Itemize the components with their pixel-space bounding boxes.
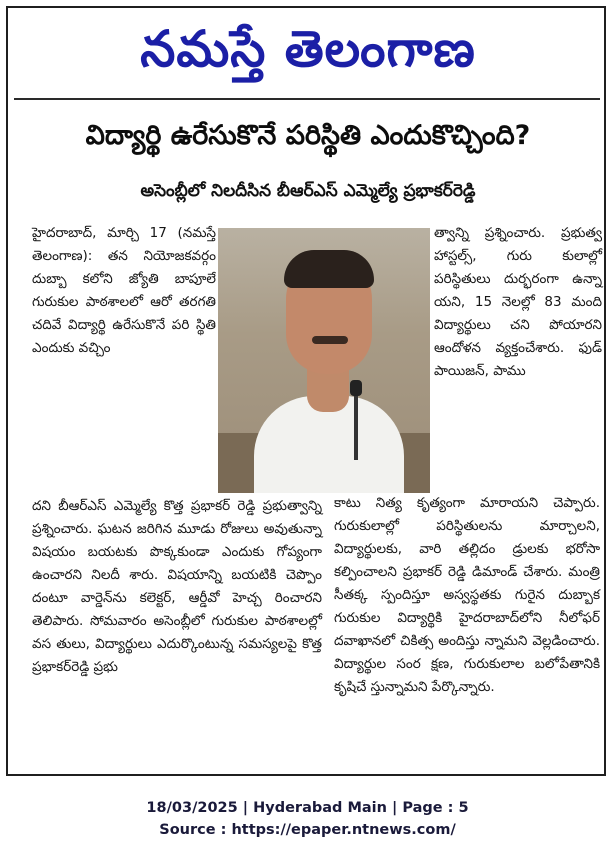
article-clipping bbox=[6, 6, 606, 776]
article-column-left-bottom bbox=[32, 495, 322, 679]
article-headline: విద్యార్థి ఉరేసుకొనే పరిస్థితి ఎందుకొచ్చింది? bbox=[85, 120, 531, 151]
article-text-right-top: త్వాన్ని ప్రశ్నించారు. ప్రభుత్వ హాస్టల్స్, గురు కులాల్లో పరిస్థితులు దుర్భరంగా ఉన్నా యని, 15 నెలల్లో 83 మంది విద్యార్థులు చని పోయారని ఆందోళన వ్యక్తంచేశారు. ఫుడ్ పాయిజన్, పాము bbox=[434, 225, 602, 379]
mla-photo bbox=[218, 228, 430, 493]
article-column-left bbox=[32, 222, 216, 360]
source-link[interactable]: Source : https://epaper.ntnews.com/ bbox=[159, 822, 456, 838]
article-text-left: హైదరాబాద్, మార్చి 17 (నమస్తే తెలంగాణ): తన నియోజకవర్గం దుబ్బా కలోని జ్యోతి బాపూలే గురుకుల పాఠశాలలో ఆరో తరగతి చదివే విద్యార్థి ఉరేసుకొనే పరి స్థితి ఎందుకు వచ్చిం bbox=[32, 225, 216, 356]
microphone-head-icon bbox=[350, 380, 362, 396]
article-column-right-top bbox=[434, 222, 602, 383]
article-column-right-bottom bbox=[334, 492, 600, 699]
article-text-left-bottom: దని బీఆర్ఎస్ ఎమ్మెల్యే కొత్త ప్రభాకర్ రెడ్డి ప్రభుత్వాన్ని ప్రశ్నించారు. ఘటన జరిగిన మూడు రోజులు అవుతున్నా విషయం బయటకు పొక్కకుండా ఎందుకు గోప్యంగా ఉంచారని నిలదీ శారు. విషయాన్ని బయటికి చెప్పొం దంటూ వార్డెన్‌ను కలెక్టర్, ఆర్డీవో హెచ్చ రించారని తెలిపారు. సోమవారం అసెంబ్లీలో గురుకుల పాఠశాలల్లో వస తులు, విద్యార్థులు ఎదుర్కొంటున్న సమస్యలపై కొత్త ప్రభాకర్‌రెడ్డి ప్రభు bbox=[32, 498, 322, 675]
photo-hair bbox=[284, 250, 374, 288]
article-text-right-bottom: కాటు నిత్య కృత్యంగా మారాయని చెప్పారు. గురుకులాల్లో పరిస్థితులను మార్చాలని, విద్యార్థులకు, వారి తల్లిదం డ్రులకు భరోసా కల్పించాలని ప్రభాకర్ రెడ్డి డిమాండ్ చేశారు. మంత్రి సీతక్క స్పందిస్తూ అస్వస్థతకు గురైన దుబ్బాక గురుకుల విద్యార్థికి హైదరాబాద్‌లోని నీలోఫర్ దవాఖానలో చికిత్స అందిస్తు న్నామని వెల్లడించారు. విద్యార్థుల సంర క్షణ, గురుకులాల బలోపేతానికి కృషిచే స్తున్నామని పేర్కొన్నారు. bbox=[334, 495, 600, 695]
masthead-divider bbox=[14, 98, 600, 100]
edition-info: 18/03/2025 | Hyderabad Main | Page : 5 bbox=[146, 800, 469, 816]
microphone-icon bbox=[354, 390, 358, 460]
article-subheadline: అసెంబ్లీలో నిలదీసిన బీఆర్ఎస్ ఎమ్మెల్యే ప్రభాకర్‌రెడ్డి bbox=[140, 181, 476, 201]
photo-moustache bbox=[312, 336, 348, 344]
newspaper-masthead: నమస్తే తెలంగాణ bbox=[140, 19, 476, 78]
photo-neck bbox=[307, 368, 349, 412]
